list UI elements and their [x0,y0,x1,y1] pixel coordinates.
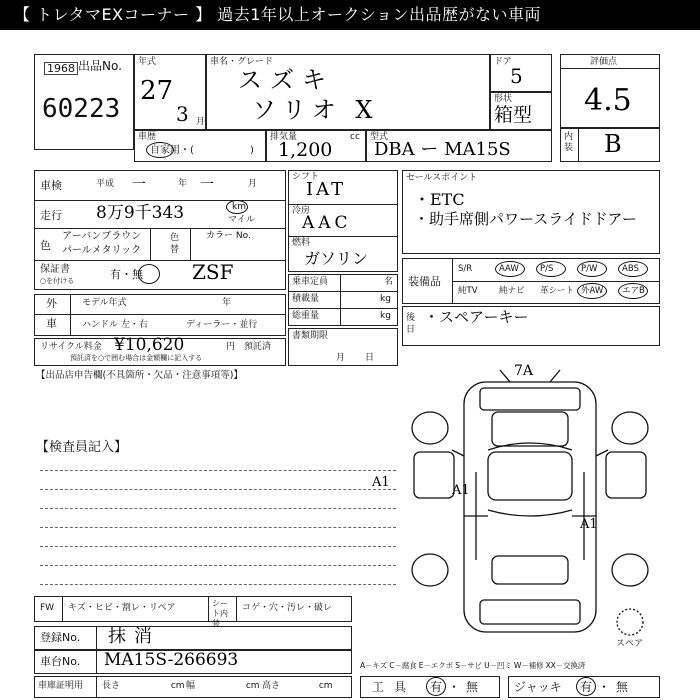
history-label: 車歴 [138,132,157,142]
door-label: ドア [494,57,512,67]
sales-1: ・ETC [414,190,465,209]
grade-label: 評価点 [590,57,618,67]
fuel-label: 燃料 [292,238,311,248]
name-label: 車名・グレード [210,57,274,67]
model-year-unit: 年 [222,298,232,308]
recycle-value: ¥10,620 [114,335,185,355]
cc-unit: cc [350,132,360,142]
equip-item-equip-row2-1: 純ナビ [499,286,525,296]
tools-circle [426,677,446,696]
model-year-label: モデル年式 [82,298,127,308]
foreign-label-2: 車 [46,317,57,330]
capacity-label: 乗車定員 [292,277,329,287]
chassis-label: 車台No. [40,655,81,668]
diagram-left-label: A1 [372,475,390,490]
warranty-sub: ○を付ける [40,277,75,285]
doc-label: 書類期限 [292,331,329,341]
sales-label: セールスポイント [406,173,478,183]
shift-value: IAT [306,179,347,200]
reg-value: 抹消 [108,626,160,647]
ac-value: AAC [302,213,352,233]
load-label: 積載量 [292,294,320,304]
jack-label: ジャッキ [514,680,562,694]
history-circle [146,142,174,158]
banner-title: 【 トレタマEXコーナー 】 過去1年以上オークション出品歴がない車両 [0,0,700,30]
equip-item-equip-row1-1: AAW [499,264,519,274]
jack-options: 有・無 [580,680,635,694]
maker-value: スズキ [238,66,334,94]
equip-label: 装備品 [408,275,441,288]
capacity-unit: 名 [384,277,394,287]
jack-circle [576,677,596,696]
recycle-unit: 円 [226,342,236,352]
inspection-era: 平成 [96,179,115,189]
inspection-year: 年 [178,179,188,189]
color-no-value: ZSF [192,260,234,284]
equip-circle-equip-row1-2 [536,261,566,277]
mileage-unit-km: km [232,202,246,212]
fw-text: キズ・ヒビ・割レ・リペア [68,603,176,613]
equip-circle-equip-row1-1 [495,261,525,277]
color-no-label: カラー No. [206,231,251,241]
equip-item-equip-row1-0: S/R [458,264,473,274]
recycle-label: リサイクル料金 [40,342,102,352]
grade-value: 4.5 [584,83,632,118]
fw-label: FW [40,603,55,613]
model-value: ソリオ X [252,96,379,124]
warranty-options: 有・無 [110,268,143,281]
seat-text: コゲ・穴・汚レ・破レ [242,603,333,613]
color-label: 色 [40,239,51,252]
color-value-1: アーバンブラウン [62,231,142,242]
seller-note-label: 【出品店申告欄(不具箇所・欠品・注意事項等)】 [36,370,243,381]
equip-circle-equip-row1-4 [618,261,648,277]
type-value: DBA ー MA15S [374,139,511,160]
equip-circle-equip-row2-3 [577,283,607,299]
lot-label: 出品No. [78,59,122,73]
ac-label: 冷房 [292,206,311,216]
recycle-status: 預託済 [244,342,272,352]
tools-label: 工具 [372,680,417,694]
chassis-value: MA15S-266693 [104,650,239,670]
tools-options: 有・無 [430,680,485,694]
inspection-label: 車検 [40,179,62,192]
inspection-month: 月 [248,179,258,189]
month-unit: 月 [196,117,206,127]
history-close: ) [250,145,254,156]
cc-value: 1,200 [278,139,333,161]
recycle-note: 預託済を○で囲む場合は金額欄に記入する [70,354,203,362]
cc-label: 排気量 [270,132,298,142]
mileage-value: 8万9千343 [96,203,185,223]
shape-label: 形状 [494,94,513,104]
equip-item-equip-row1-2: P/S [540,264,554,274]
seat-label: シート内装 [212,599,228,628]
color-value-2: パールメタリック [62,245,142,256]
cert-dim-width: 幅 cm [186,681,260,691]
shift-label: シフト [292,172,320,182]
lot-number: 60223 [42,94,121,124]
cert-dim-height: 高さ cm [262,681,333,691]
year-label: 年式 [138,57,157,67]
warranty-circle [138,264,160,284]
dealer-label: ディーラー・並行 [186,320,258,330]
reg-label: 登録No. [40,631,81,644]
equip-item-equip-row1-4: ABS [622,264,639,274]
diagram-mid-label: A1 [452,483,470,498]
equip-item-equip-row2-0: 純TV [458,286,478,296]
equip-item-equip-row1-3: P/W [581,264,598,274]
equip-item-equip-row2-2: 革シート [540,286,575,296]
type-label: 型式 [370,132,389,142]
warranty-label: 保証書 [40,264,70,275]
cert-dim-length: 長さ cm [102,681,185,691]
foreign-label-1: 外 [46,297,57,310]
legend: A－キズ C－腐食 E－エクボ S－サビ U－凹ミ W－補修 XX－交換済 [360,661,586,670]
mileage-unit-mile: マイル [228,215,255,225]
inspector-label: 【検査員記入】 [36,440,128,455]
equip-circle-equip-row2-4 [618,283,648,299]
interior-value: B [604,130,622,158]
doc-unit: 月日 [336,353,395,363]
lot-sub: 1968 [44,62,78,75]
door-value: 5 [510,64,523,88]
rear-value: ・スペアーキー [424,308,529,326]
equip-circle-equip-row1-3 [577,261,607,277]
diagram-top-label: 7A [514,363,534,379]
mileage-label: 走行 [40,209,62,222]
year-value: 27 [140,76,174,106]
sales-2: ・助手席側パワースライドドアー [414,210,637,228]
shape-value: 箱型 [494,104,533,126]
interior-label: 内装 [564,132,574,153]
equip-item-equip-row2-3: 外AW [581,286,604,296]
history-options: 自家用・( [150,145,194,156]
mileage-circle [226,200,248,214]
color-change-label: 色替 [170,233,180,255]
handle-label: ハンドル 左・右 [82,320,148,330]
fuel-value: ガソリン [304,249,369,268]
cert-label: 車庫証明用 [38,681,84,691]
diagram-side-label: A1 [580,517,598,532]
load-unit: kg [380,294,391,304]
equip-item-equip-row2-4: エアB [622,286,645,296]
car-diagram [400,360,660,660]
gross-label: 総重量 [292,311,320,321]
gross-unit: kg [380,311,391,321]
month-value: 3 [176,102,189,126]
spare-label: スペア [616,639,644,649]
rear-label: 後日 [406,313,416,335]
reg-box [34,626,352,650]
